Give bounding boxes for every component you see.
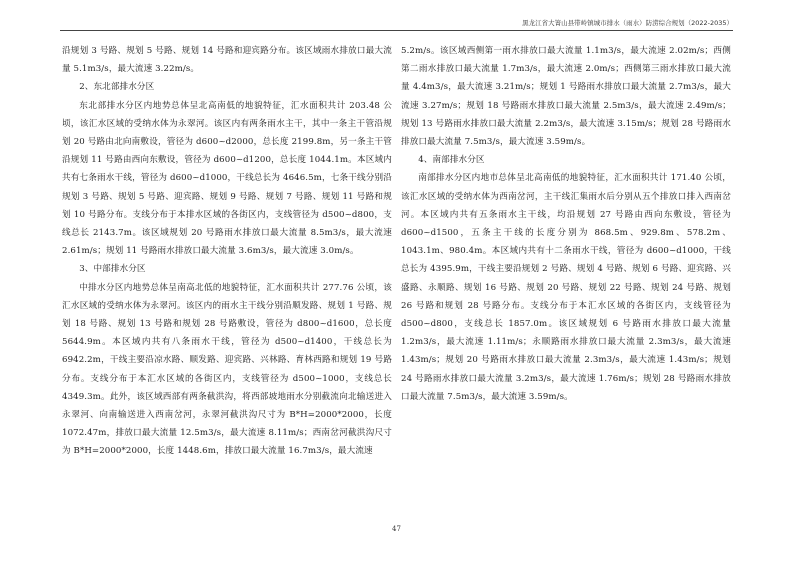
paragraph-continued: 沿规划 3 号路、规划 5 号路、规划 14 号路和迎宾路分布。该区域雨水排放口最大流量 5.1m3/s，最大流速 3.22m/s。	[62, 46, 392, 75]
paragraph-south: 南部排水分区内地市总体呈北高南低的地貌特征，汇水面积共计 171.40 公顷，该汇水区域的受纳水体为西南岔河，主干线汇集雨水后分别从五个排放口排入西南岔河。本区域内共有五条雨水主干线，均沿规划 27 号路由西向东敷设，管径为 d600~d1500，五条主干线的长度分别为 868.5m、929.8m、578.2m、1043.1m、980.4m。本区域内共有十二条雨水干线，管径为 d600~d1000，干线总长为 4395.9m，干线主要沿规划 2 号路、规划 4 号路、规划 6 号路、迎宾路、兴盛路、永顺路、规划 16 号路、规划 20 号路、规划 22 号路、规划 24 号路、规划 26 号路和规划 28 号路分布。支线分布于本汇水区域的各街区内，支线管径为 d500~d800，支线总长 1857.0m。该区域规划 6 号路雨水排放口最大流量 1.2m3/s，最大流速 1.11m/s；永顺路雨水排放口最大流量 2.3m3/s，最大流速 1.43m/s；规划 20 号路雨水排放口最大流量 2.3m3/s，最大流速 1.43m/s；规划 24 号路雨水排放口最大流量 3.2m3/s，最大流速 1.76m/s；规划 28 号路雨水排放口最大流量 7.5m3/s，最大流速 3.59m/s。	[401, 173, 731, 402]
header-rule	[60, 30, 733, 31]
running-header-title: 黑龙江省大箐山县带岭镇城市排水（雨水）防涝综合规划（2022-2035）	[522, 19, 733, 27]
paragraph-central: 中排水分区内地势总体呈南高北低的地貌特征，汇水面积共计 277.76 公顷，该汇水区域的受纳水体为永翠河。该区内的雨水主干线分别沿顺发路、规划 1 号路、规划 18 号路、规划 13 号路和规划 28 号路敷设，管径为 d800~d1600，总长度 5644.9m。本区域内共有八条雨水干线，管径为 d500~d1400，干线总长为 6942.2m，干线主要沿凉水路、顺发路、迎宾路、兴林路、育林西路和规划 19 号路分布。支线分布于本汇水区域的各街区内，支线管径为 d500~1000，支线总长 4349.3m。此外，该区域西部有两条截洪沟，将西部坡地雨水分别截流向北输送进入永翠河、向南输送进入西南岔河，永翠河截洪沟尺寸为 B*H=2000*2000，长度 1072.47m，排放口最大流量 12.5m3/s，最大流速 8.11m/s；西南岔河截洪沟尺寸为 B*H=2000*2000，长度 1448.6m，排放口最大流量 16.7m3/s，最大流速	[62, 282, 392, 457]
paragraph-northeast: 东北部排水分区内地势总体呈北高南低的地貌特征，汇水面积共计 203.48 公顷，该汇水区域的受纳水体为永翠河。该区内有两条雨水主干，其中一条主干管沿规划 20 号路由北向南敷设，管径为 d600~d2000，总长度 2199.8m，另一条主干管沿规划 11 号路由西向东敷设，管径为 d600~d1200，总长度 1044.1m。本区域内共有七条雨水干线，管径为 d600~d1000，干线总长为 4646.5m，七条干线分别沿规划 3 号路、规划 5 号路、迎宾路、规划 9 号路、规划 7 号路、规划 11 号路和规划 10 号路分布。支线分布于本排水区域的各街区内，支线管径为 d500~d800，支线总长 2143.7m。该区域规划 20 号路雨水排放口最大流量 8.5m3/s，最大流速 2.61m/s；规划 11 号路雨水排放口最大流量 3.6m3/s，最大流速 3.0m/s。	[62, 100, 392, 257]
left-column	[62, 42, 392, 461]
section-heading-central: 3、中部排水分区	[79, 264, 146, 275]
page-number: 47	[392, 525, 401, 533]
section-heading-south: 4、南部排水分区	[418, 155, 485, 166]
section-heading-northeast: 2、东北部排水分区	[79, 82, 155, 93]
right-column	[401, 42, 731, 406]
paragraph-continued-right: 5.2m/s。该区域西侧第一雨水排放口最大流量 1.1m3/s，最大流速 2.02m/s；西侧第二雨水排放口最大流量 1.7m3/s，最大流速 2.0m/s；西侧第三雨水排放口最大流量 4.4m3/s，最大流速 3.21m/s；规划 1 号路雨水排放口最大流量 2.7m3/s，最大流速 3.27m/s；规划 18 号路雨水排放口最大流量 2.5m3/s，最大流速 2.49m/s；规划 13 号路雨水排放口最大流量 2.2m3/s，最大流速 3.15m/s；规划 28 号路雨水排放口最大流量 7.5m3/s，最大流速 3.59m/s。	[401, 46, 731, 148]
